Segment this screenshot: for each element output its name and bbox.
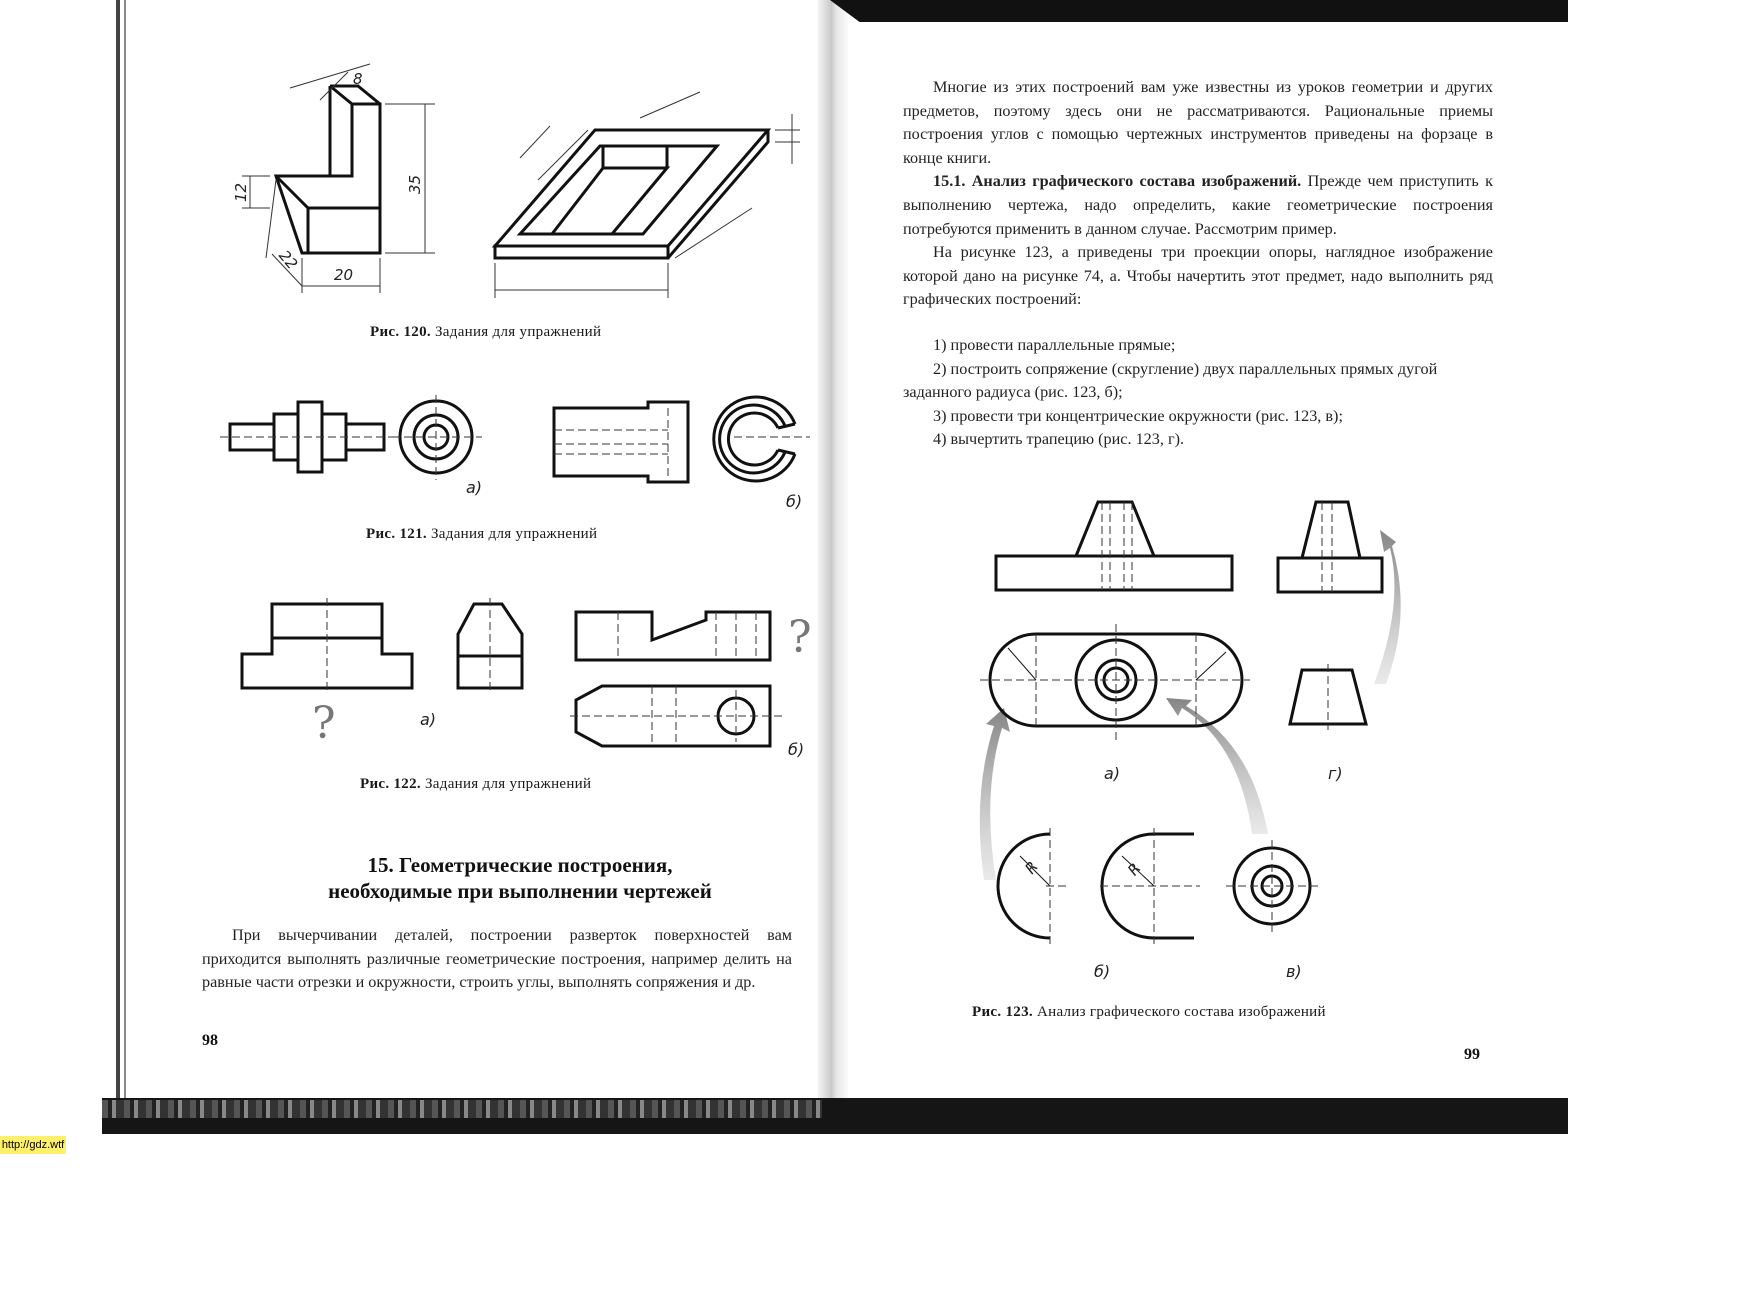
list-item: 3) провести три концентрические окружности (рис. 123, в); (933, 406, 1343, 425)
list-item: 4) вычертить трапецию (рис. 123, г). (933, 430, 1185, 449)
caption-number: Рис. 121. (366, 526, 427, 542)
figure-123-label-g: г) (1328, 764, 1343, 783)
book-edge-left-inner (124, 0, 126, 1110)
construction-list (903, 334, 1493, 452)
right-paragraph-1 (903, 76, 1493, 312)
section-heading (230, 852, 810, 904)
section-intro-text: При вычерчивании деталей, построении разверток поверхностей вам приходится выполнять различные геометрические построения, например делить на равные части отрезки и окружности, строить углы, выполнять сопряжения и др. (202, 926, 792, 992)
book-edge-left (116, 0, 120, 1110)
figure-122-label-a: а) (420, 710, 437, 729)
caption-number: Рис. 120. (370, 324, 431, 340)
source-watermark-link[interactable]: http://gdz.wtf (0, 1136, 66, 1154)
caption-text: Анализ графического состава изображений (1036, 1004, 1326, 1020)
section-heading-line2: необходимые при выполнении чертежей (328, 879, 712, 903)
subsection-text: Прежде чем приступить к выполнению чертежа, надо определить, какие геометрические построения потребуются применить в данном случае. Рассмотрим пример. (903, 172, 1493, 238)
caption-number: Рис. 123. (972, 1004, 1033, 1020)
figure-123-label-a: а) (1104, 764, 1121, 783)
paragraph-text: Многие из этих построений вам уже известны из уроков геометрии и других предметов, поэтому здесь они не рассматриваются. Рациональные приемы построения углов с помощью чертежных инструментов приведены на форзаце в конце книги. (903, 78, 1493, 167)
radius-label: R (1021, 857, 1042, 878)
caption-text: Задания для упражнений (434, 324, 602, 340)
paragraph-text: На рисунке 123, а приведены три проекции опоры, наглядное изображение которой дано на рисунке 74, а. Чтобы начертить этот предмет, надо выполнить ряд графических построений: (903, 243, 1493, 309)
list-item: 1) провести параллельные прямые; (933, 336, 1176, 354)
subsection-title: 15.1. Анализ графического состава изображений. (933, 172, 1302, 191)
caption-number: Рис. 122. (360, 776, 421, 792)
figure-121-label-b: б) (786, 492, 803, 511)
dim-label: 20 (334, 266, 354, 284)
figure-121-label-a: а) (466, 478, 483, 497)
dim-label: 35 (406, 174, 424, 194)
list-item: 2) построить сопряжение (скругление) двух параллельных прямых дугой заданного радиуса (рис. 123, б); (903, 359, 1438, 402)
section-intro (202, 924, 792, 995)
figure-121-drawing (220, 392, 810, 502)
question-mark-right: ? (788, 612, 812, 663)
figure-121-caption (366, 526, 597, 543)
book-cover-top-edge (830, 0, 1568, 22)
dim-label: 12 (232, 182, 250, 202)
figure-123-caption (972, 1004, 1326, 1021)
figure-123-drawing (960, 494, 1420, 964)
caption-text: Задания для упражнений (424, 776, 592, 792)
dim-label: 8 (353, 70, 363, 88)
section-heading-line1: 15. Геометрические построения, (367, 853, 673, 877)
figure-120-drawing (220, 68, 820, 308)
figure-122-label-b: б) (788, 740, 805, 759)
caption-text: Задания для упражнений (430, 526, 598, 542)
radius-label: R (1124, 859, 1145, 880)
book-spine (818, 0, 848, 1110)
page-number-right: 99 (1464, 1046, 1480, 1063)
book-cover-bottom-pattern (102, 1100, 822, 1118)
figure-123-label-b: б) (1094, 962, 1111, 981)
dim-label: 22 (275, 246, 302, 273)
figure-120-caption (370, 324, 601, 341)
question-mark-left: ? (312, 698, 336, 749)
page-number-left: 98 (202, 1032, 218, 1049)
figure-123-label-v: в) (1286, 962, 1302, 981)
figure-122-caption (360, 776, 591, 793)
